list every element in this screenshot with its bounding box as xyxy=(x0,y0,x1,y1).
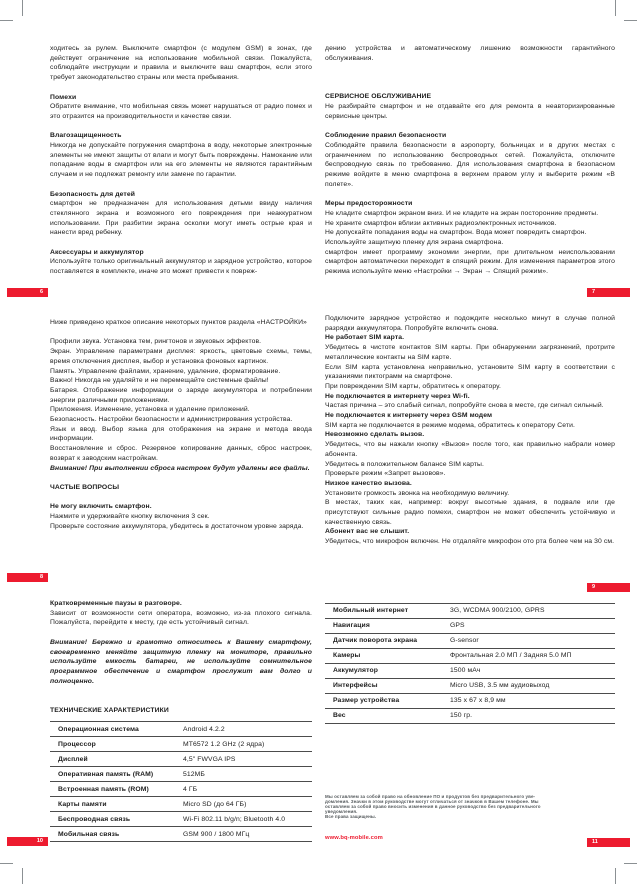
paragraph: Убедитесь в чистоте контактов SIM карты. При обнаружении загрязнений, протрите металлические контакты на SIM карте. xyxy=(325,344,615,361)
section-heading: Не подключается к интернету через GSM модем xyxy=(325,412,493,420)
spec-row xyxy=(325,678,615,693)
paragraph: В местах, таких как, например: вокруг высотные здания, в подвале или где присутствуют сильные радио помехи, смартфон не может обеспечить устойчивую и качественную связь. xyxy=(325,499,615,526)
crop-mark-top-left-v xyxy=(22,0,23,16)
spec-label: Мобильный интернет xyxy=(333,607,409,615)
page-number-tab: 8 xyxy=(7,573,48,582)
specs-table-left xyxy=(50,721,312,842)
blank-line xyxy=(325,73,615,83)
paragraph: Профили звука. Установка тем, рингтонов и звуковых эффектов. xyxy=(50,338,262,346)
paragraph: Безопасность. Настройки безопасности и администрирования устройства. xyxy=(50,416,293,424)
paragraph: Проверьте режим «Запрет вызовов». xyxy=(325,470,446,478)
spec-value: Фронтальная 2.0 МП / Задняя 5.0 МП xyxy=(450,652,572,660)
section-heading: Абонент вас не слышит. xyxy=(325,528,410,536)
paragraph: Экран. Управление параметрами дисплея: яркость, цветовые схемы, темы, время отключения дисплея, выбор и установка фоновых картинок. xyxy=(50,348,312,365)
blank-line xyxy=(50,696,312,706)
spec-label: Мобильная связь xyxy=(58,830,120,838)
section-heading: Помехи xyxy=(50,93,77,101)
legal-line: домления. Значки в этом руководстве могут отличаться от значков в Вашем телефоне. Мы xyxy=(325,798,539,804)
spec-row xyxy=(325,693,615,708)
paragraph: Не кладите смартфон экраном вниз. И не кладите на экран посторонние предметы. xyxy=(325,209,599,217)
spec-value: MT6572 1.2 GHz (2 ядра) xyxy=(183,740,265,748)
website-link[interactable]: www.bq-mobile.com xyxy=(325,834,383,841)
paragraph: Частая причина – это слабый сигнал, попробуйте снова в месте, где сигнал сильный. xyxy=(325,402,604,410)
section-heading: Невозможно сделать вызов. xyxy=(325,431,425,439)
paragraph: Приложения. Изменение, установка и удаление приложений. xyxy=(50,406,250,414)
paragraph: Не допускайте попадания воды на смартфон. Вода может повредить смартфон. xyxy=(325,229,587,237)
paragraph: Соблюдайте правила безопасности в аэропорту, больницах и в других местах с ограничением по использованию беспроводных сетей. Пожалуйста, отключите беспроводную связь по требованию. Для использования смартфона в безопасном режиме войдите в меню смартфона в верхнем правом углу и выберите режим «В полете». xyxy=(325,141,615,188)
paragraph: Используйте только оригинальный аккумулятор и зарядное устройство, которое поставляется в комплекте, иначе это может привести к повреж- xyxy=(50,258,312,276)
crop-mark-bottom-left-h xyxy=(0,863,13,864)
paragraph: Восстановление и сброс. Резервное копирование данных, сброс настроек, возврат к заводским настройкам. xyxy=(50,445,312,462)
spec-value: Android 4.2.2 xyxy=(183,725,225,733)
spec-label: Операционная система xyxy=(58,725,139,733)
section-heading: Низкое качество вызова. xyxy=(325,479,412,487)
paragraph: Важно! Никогда не удаляйте и не перемещайте системные файлы! xyxy=(50,377,269,385)
crop-mark-top-right-v xyxy=(615,0,616,16)
page-number-tab: 11 xyxy=(587,838,630,847)
spec-value: G-sensor xyxy=(450,637,479,645)
paragraph: Обратите внимание, что мобильная связь может нарушаться от радио помех и это отразится на производительности и качестве связи. xyxy=(50,103,312,120)
manual-section-r1 xyxy=(325,44,615,277)
spec-row xyxy=(325,618,615,633)
blank-line xyxy=(325,83,615,93)
manual-section-l2 xyxy=(50,318,312,531)
section-heading: Соблюдение правил безопасности xyxy=(325,132,447,140)
spec-value: 4,5" FWVGA IPS xyxy=(183,755,236,763)
paragraph: Память. Управление файлами, хранение, удаление, форматирование. xyxy=(50,367,281,375)
spec-row xyxy=(325,633,615,648)
spec-label: Оперативная память (RAM) xyxy=(58,770,154,778)
section-heading: Влагозащищенность xyxy=(50,132,122,140)
section-heading: Меры предосторожности xyxy=(325,200,413,208)
paragraph: SIM карта не подключается в режиме модема, обратитесь к оператору Сети. xyxy=(325,421,576,429)
spec-value: 150 гр. xyxy=(450,712,473,720)
blank-line xyxy=(50,628,312,638)
spec-label: Карты памяти xyxy=(58,800,107,808)
spec-row xyxy=(50,796,312,811)
paragraph: Ниже приведено краткое описание некоторых пунктов раздела «НАСТРОЙКИ» xyxy=(50,319,307,326)
spec-label: Аккумулятор xyxy=(333,667,378,675)
section-heading: СЕРВИСНОЕ ОБСЛУЖИВАНИЕ xyxy=(325,93,432,101)
paragraph: Язык и ввод. Выбор языка для отображения на экране и метода ввода информации. xyxy=(50,425,312,443)
legal-line: уведомления. xyxy=(325,808,358,814)
page-number-tab: 9 xyxy=(587,583,630,592)
page-number-tab: 7 xyxy=(587,288,630,297)
crop-mark-bottom-right-h xyxy=(624,863,637,864)
paragraph: Нажмите и удерживайте кнопку включения 3 сек. xyxy=(50,513,210,521)
blank-line xyxy=(50,493,312,503)
crop-mark-top-right-h xyxy=(624,20,637,21)
spec-label: Размер устройства xyxy=(333,697,400,705)
paragraph: дению устройства и автоматическому лишению возможности гарантийного обслуживания. xyxy=(325,45,615,62)
paragraph: Если SIM карта установлена неправильно, установите SIM карту в соответствии с указаниями пиктограмм на смартфоне. xyxy=(325,363,615,381)
specs-table-right xyxy=(325,603,615,724)
section-heading: ЧАСТЫЕ ВОПРОСЫ xyxy=(50,483,120,491)
spec-label: Беспроводная связь xyxy=(58,815,131,823)
section-heading: Аксессуары и аккумулятор xyxy=(50,248,144,256)
notice-paragraph: Внимание! При выполнении сброса настроек будут удалены все файлы. xyxy=(50,464,310,472)
legal-line: Все права защищены. xyxy=(325,813,377,819)
section-heading: Кратковременные паузы в разговоре. xyxy=(50,600,182,607)
spec-value: 4 ГБ xyxy=(183,785,198,793)
paragraph: Проверьте состояние аккумулятора, убедитесь в достаточном уровне заряда. xyxy=(50,522,304,530)
spec-row xyxy=(325,708,615,723)
spec-row xyxy=(50,811,312,826)
manual-section-r3 xyxy=(325,597,615,843)
spec-value: GSM 900 / 1800 МГц xyxy=(183,830,250,838)
paragraph: Подключите зарядное устройство и подождите несколько минут в случае полной разрядки аккумулятора. Попробуйте включить снова. xyxy=(325,315,615,332)
spec-label: Дисплей xyxy=(58,755,88,763)
paragraph: Зависит от возможности сети оператора, возможно, из-за плохого сигнала. Пожалуйста, перейдите к месту, где есть устойчивый сигнал. xyxy=(50,609,312,627)
spec-value: Micro USB, 3.5 мм аудиовыход xyxy=(450,682,550,690)
legal-fine-print xyxy=(325,795,615,820)
notice-paragraph: Внимание! Бережно и грамотно относитесь к Вашему смартфону, своевременно меняйте защитную пленку на мониторе, правильно используйте емкость батареи, не используйте сомнительное программное обеспечение и смартфон прослужит вам долго и полноценно. xyxy=(50,638,312,685)
crop-mark-bottom-right-v xyxy=(615,868,616,884)
paragraph: Используйте защитную пленку для экрана смартфона. xyxy=(325,238,504,246)
crop-mark-bottom-left-v xyxy=(22,868,23,884)
paragraph: Не храните смартфон вблизи активных радиоэлектронных источников. xyxy=(325,219,557,227)
spec-label: Вес xyxy=(333,712,346,720)
spec-row xyxy=(50,721,312,736)
spec-row xyxy=(325,648,615,663)
paragraph: Убедитесь, что вы нажали кнопку «Вызов» после того, как правильно набрали номер абонента. xyxy=(325,441,615,458)
spec-label: Навигация xyxy=(333,622,370,630)
spec-label: Камеры xyxy=(333,652,361,660)
spec-row xyxy=(325,603,615,618)
manual-section-r2 xyxy=(325,314,615,547)
spec-row xyxy=(50,736,312,751)
paragraph: Батарея. Отображение информации о заряде аккумулятора и потреблении энергии различными приложениями. xyxy=(50,386,312,404)
spec-value: 512МБ xyxy=(183,770,205,778)
paragraph: Не разбирайте смартфон и не отдавайте его для ремонта в неавторизированные сервисные центры. xyxy=(325,103,615,120)
spec-label: Интерфейсы xyxy=(333,682,378,690)
legal-line: Мы оставляем за собой право на обновление ПО и продуктов без предварительного уве- xyxy=(325,794,536,799)
spec-row xyxy=(325,663,615,678)
section-heading: Безопасность для детей xyxy=(50,190,136,198)
paragraph: Убедитесь, что микрофон включен. Не отдаляйте микрофон ото рта более чем на 30 см. xyxy=(325,538,615,546)
spec-row xyxy=(50,751,312,766)
paragraph: При повреждении SIM карты, обратитесь к оператору. xyxy=(325,382,501,390)
spec-value: Wi-Fi 802.11 b/g/n; Bluetooth 4.0 xyxy=(183,815,286,823)
section-heading: Не подключается в интернету через Wi-fi. xyxy=(325,392,470,400)
paragraph: Установите громкость звонка на необходимую величину. xyxy=(325,489,510,497)
section-heading: Не работает SIM карта. xyxy=(325,334,405,342)
section-heading: ТЕХНИЧЕСКИЕ ХАРАКТЕРИСТИКИ xyxy=(50,706,169,714)
page-number-tab: 10 xyxy=(7,837,48,846)
spec-value: 3G, WCDMA 900/2100, GPRS xyxy=(450,607,545,615)
spec-label: Датчик поворота экрана xyxy=(333,637,418,645)
page-number-tab: 6 xyxy=(7,288,48,297)
crop-mark-top-left-h xyxy=(0,20,13,21)
paragraph: смартфон имеет программу экономии энергии, при длительном неиспользовании смартфон автоматически переходит в спящий режим. Для изменения параметров этого режима используйте меню «Настройки → Экран → Спящий режим». xyxy=(325,248,615,276)
manual-section-l3 xyxy=(50,599,312,842)
spec-row xyxy=(50,781,312,796)
paragraph: Никогда не допускайте погружения смартфона в воду, некоторые электронные элементы не имеют защиты от влаги и могут быть повреждены. Намокание или попадание воды в смартфон или на его элементы не являются гарантийным случаем и не подлежат ремонту или замене по гарантии. xyxy=(50,142,312,179)
spec-value: 1500 мАч xyxy=(450,667,481,675)
spec-label: Встроенная память (ROM) xyxy=(58,785,149,793)
section-heading: Не могу включить смартфон. xyxy=(50,503,152,511)
paragraph: Убедитесь в положительном балансе SIM карты. xyxy=(325,460,484,468)
spec-value: GPS xyxy=(450,622,465,630)
spec-row xyxy=(50,766,312,781)
paragraph: смартфон не предназначен для использования детьми ввиду наличия стеклянного экрана и возможного его повреждения при неаккуратном использовании. При разбитии экрана осколки могут иметь острые края и нанести вред ребенку. xyxy=(50,200,312,237)
spec-value: 135 x 67 x 8,9 мм xyxy=(450,697,506,705)
spec-label: Процессор xyxy=(58,740,96,748)
paragraph: ходитесь за рулем. Выключите смартфон (с модулем GSM) в зонах, где действует ограничение на использование мобильной связи. Пожалуйста, соблюдайте инструкции и правила и выключите ваш смартфон, если этого требует законодательство страны или места пребывания. xyxy=(50,45,312,82)
manual-section-l1 xyxy=(50,44,312,277)
spec-row xyxy=(50,826,312,841)
legal-line: оставляем за собой право вносить изменения в данное руководство без предварительного xyxy=(325,803,541,809)
spec-value: Micro SD (до 64 ГБ) xyxy=(183,800,247,808)
